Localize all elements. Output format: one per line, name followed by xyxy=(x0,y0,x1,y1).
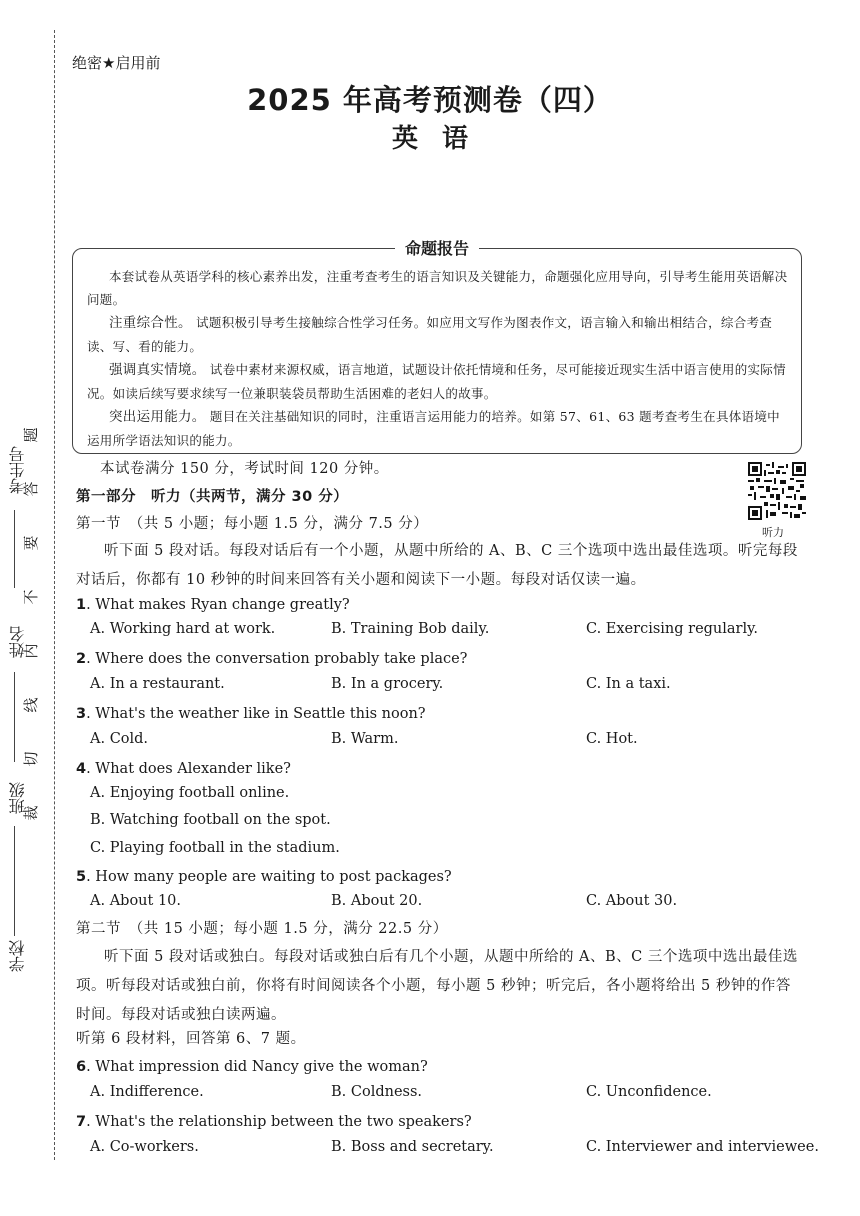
option-b[interactable]: B. About 20. xyxy=(331,893,423,909)
warning-char: 题 xyxy=(22,427,40,443)
report-point xyxy=(87,358,791,405)
design-report-box xyxy=(72,239,802,454)
question-3: 3. What's the weather like in Seattle this noon? xyxy=(76,706,426,722)
full-score-info: 本试卷满分 150 分，考试时间 120 分钟。 xyxy=(100,461,389,477)
question-4: 4. What does Alexander like? xyxy=(76,761,291,777)
question-7: 7. What's the relationship between the two speakers? xyxy=(76,1114,472,1130)
name-field[interactable] xyxy=(14,672,15,762)
exam-title: 2025 年高考预测卷（四） xyxy=(247,83,613,117)
warning-char: 切 xyxy=(22,751,40,767)
section1-instructions: 听下面 5 段对话。每段对话后有一个小题，从题中所给的 A、B、C 三个选项中选出最佳选项。听完每段对话后，你都有 10 秒钟的时间来回答有关小题和阅读下一小题。每段对话仅读一遍。 xyxy=(76,543,798,588)
report-point-text: 试题积极引导考生接触综合性学习任务。如应用文写作为图表作文，语言输入和输出相结合，综合考查读、写、看的能力。 xyxy=(87,315,773,354)
report-title: 命题报告 xyxy=(73,236,801,259)
section2-heading: 第二节 （共 15 小题；每小题 1.5 分，满分 22.5 分） xyxy=(76,921,448,937)
option-b[interactable]: B. Coldness. xyxy=(331,1084,423,1100)
option-c[interactable]: C. Playing football in the stadium. xyxy=(90,840,340,856)
option-c[interactable]: C. Exercising regularly. xyxy=(586,621,758,637)
option-b[interactable]: B. Training Bob daily. xyxy=(331,621,490,637)
report-point-heading: 注重综合性。 xyxy=(109,315,192,331)
warning-char: 不 xyxy=(22,589,40,605)
binding-strip xyxy=(0,0,56,1216)
subject-title: 英语 xyxy=(391,124,492,154)
school-label: 学校 xyxy=(8,940,27,972)
report-intro: 本套试卷从英语学科的核心素养出发，注重考查考生的语言知识及关键能力，命题强化应用导向，引导考生能用英语解决问题。 xyxy=(87,269,788,307)
report-point-text: 试卷中素材来源权威，语言地道，试题设计依托情境和任务，尽可能接近现实生活中语言使用的实际情况。如读后续写要求续写一位兼职装袋员帮助生活困难的老妇人的故事。 xyxy=(87,362,786,401)
report-point xyxy=(87,405,791,452)
option-a[interactable]: A. Cold. xyxy=(90,731,149,747)
option-c[interactable]: C. Hot. xyxy=(586,731,638,747)
qr-code-icon[interactable] xyxy=(748,462,806,520)
question-2: 2. Where does the conversation probably take place? xyxy=(76,651,468,667)
option-b[interactable]: B. In a grocery. xyxy=(331,676,444,692)
part1-heading: 第一部分 听力（共两节，满分 30 分） xyxy=(76,489,349,505)
exam-no-field[interactable] xyxy=(14,510,15,588)
option-b[interactable]: B. Watching football on the spot. xyxy=(90,812,331,828)
option-c[interactable]: C. In a taxi. xyxy=(586,676,671,692)
option-b[interactable]: B. Boss and secretary. xyxy=(331,1139,494,1155)
section1-heading: 第一节 （共 5 小题；每小题 1.5 分，满分 7.5 分） xyxy=(76,516,429,532)
option-a[interactable]: A. Enjoying football online. xyxy=(90,785,290,801)
name-label: 姓名 xyxy=(8,626,27,658)
section2-instructions: 听下面 5 段对话或独白。每段对话或独白后有几个小题，从题中所给的 A、B、C 三个选项中选出最佳选项。听每段对话或独白前，你将有时间阅读各个小题，每小题 5 秒钟；听完后，各小题将给出 5 秒钟的作答时间。每段对话或独白读两遍。 xyxy=(76,949,798,1023)
option-a[interactable]: A. About 10. xyxy=(90,893,182,909)
confidential-mark: 绝密★启用前 xyxy=(72,54,161,72)
warning-char: 要 xyxy=(22,535,40,551)
exam-no-label: 考生号 xyxy=(8,446,27,494)
material-6-heading: 听第 6 段材料，回答第 6、7 题。 xyxy=(76,1031,306,1047)
warning-char: 内 xyxy=(22,643,40,659)
report-point-heading: 强调真实情境。 xyxy=(109,362,206,378)
cut-warning xyxy=(22,408,58,840)
class-label: 班级 xyxy=(8,782,27,814)
option-a[interactable]: A. Working hard at work. xyxy=(90,621,276,637)
question-1: 1. What makes Ryan change greatly? xyxy=(76,597,350,613)
report-point xyxy=(87,311,791,358)
option-c[interactable]: C. About 30. xyxy=(586,893,678,909)
report-point-heading: 突出运用能力。 xyxy=(109,409,206,425)
warning-char: 答 xyxy=(22,481,40,497)
qr-label: 听力 xyxy=(762,526,784,539)
report-point-text: 题目在关注基础知识的同时，注重语言运用能力的培养。如第 57、61、63 题考查考生在具体语境中运用所学语法知识的能力。 xyxy=(87,409,780,448)
question-6: 6. What impression did Nancy give the woman? xyxy=(76,1059,428,1075)
option-c[interactable]: C. Unconfidence. xyxy=(586,1084,712,1100)
warning-char: 裁 xyxy=(22,805,40,821)
question-5: 5. How many people are waiting to post packages? xyxy=(76,869,452,885)
class-field[interactable] xyxy=(14,826,15,936)
option-a[interactable]: A. Co-workers. xyxy=(90,1139,199,1155)
option-b[interactable]: B. Warm. xyxy=(331,731,399,747)
warning-char: 线 xyxy=(22,697,40,713)
option-a[interactable]: A. Indifference. xyxy=(90,1084,204,1100)
option-c[interactable]: C. Interviewer and interviewee. xyxy=(586,1139,819,1155)
option-a[interactable]: A. In a restaurant. xyxy=(90,676,225,692)
